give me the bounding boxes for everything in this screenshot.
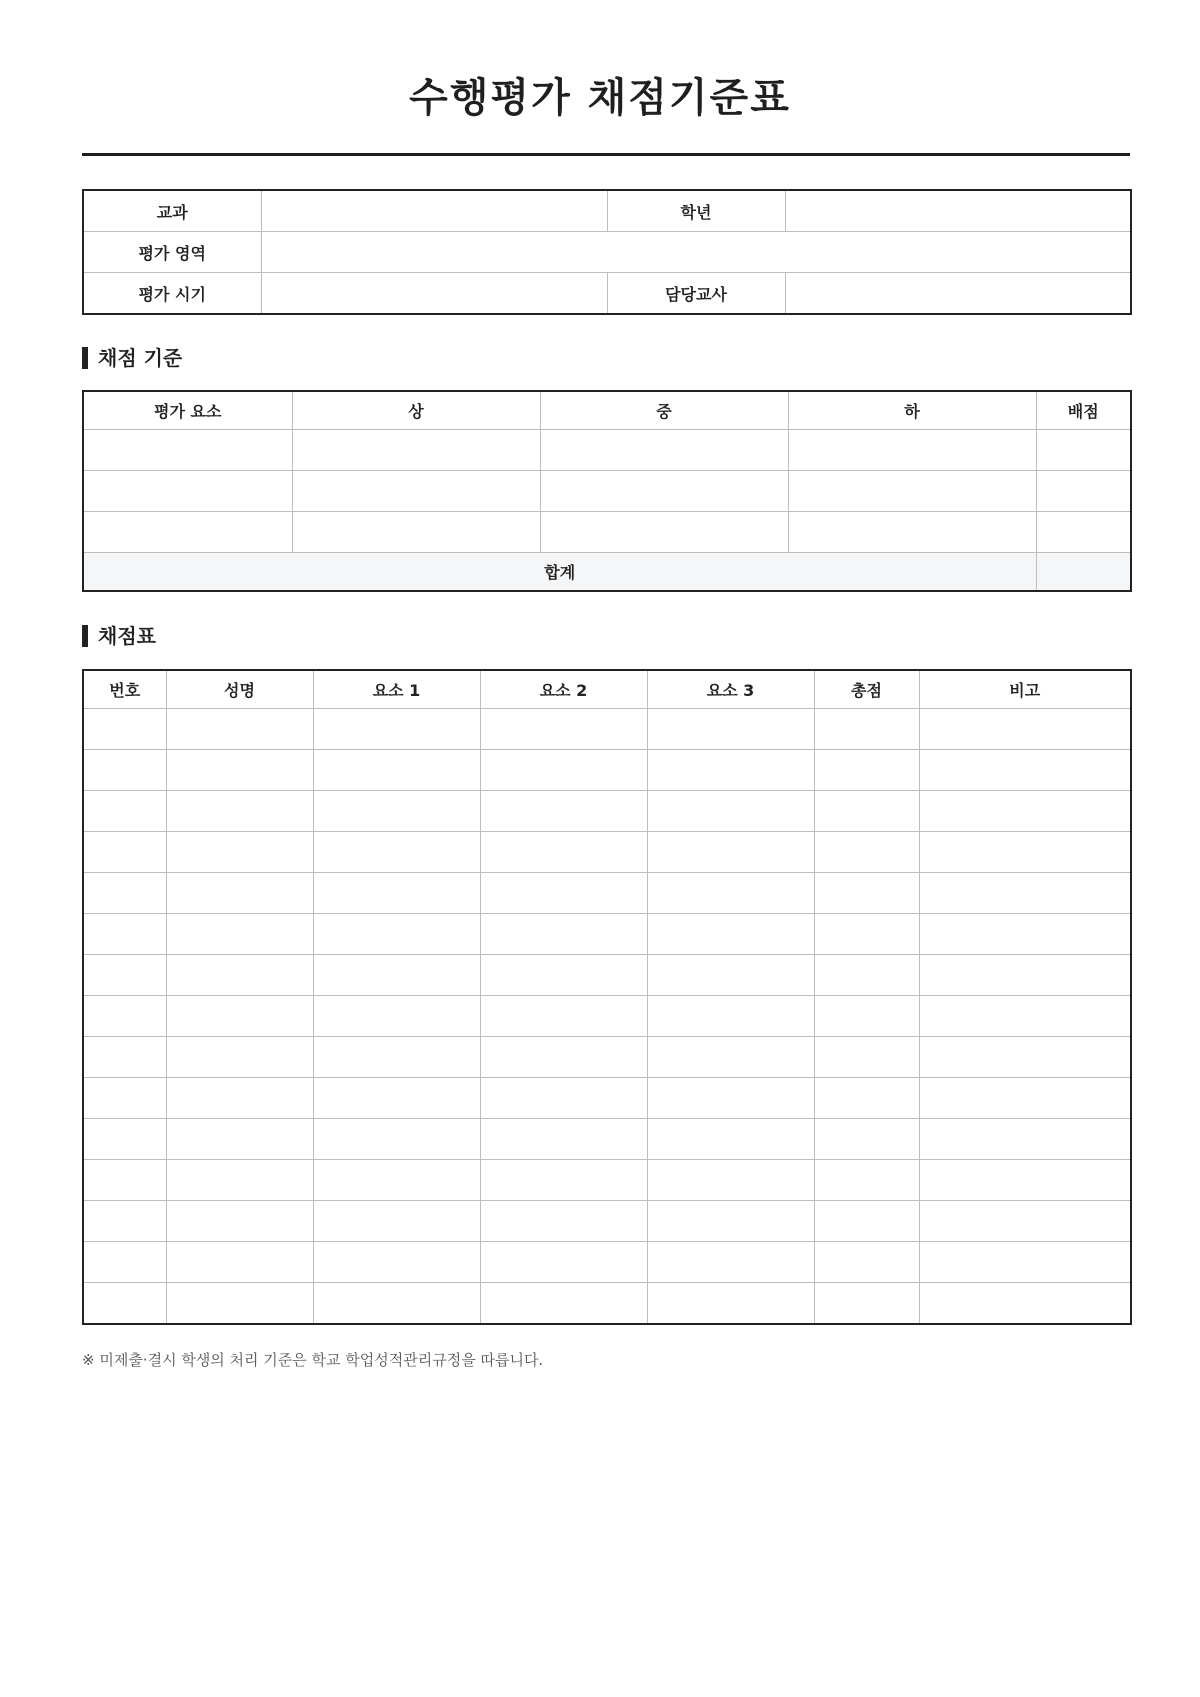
score-header-total: 총점 <box>814 670 919 709</box>
score-cell[interactable] <box>919 750 1131 791</box>
criteria-cell[interactable] <box>788 512 1036 553</box>
score-row <box>83 1078 1131 1119</box>
score-cell[interactable] <box>83 709 166 750</box>
score-cell[interactable] <box>814 955 919 996</box>
score-cell[interactable] <box>647 791 814 832</box>
score-row <box>83 1037 1131 1078</box>
score-row <box>83 1283 1131 1325</box>
score-header-remarks: 비고 <box>919 670 1131 709</box>
score-header-name: 성명 <box>166 670 313 709</box>
criteria-cell[interactable] <box>540 430 788 471</box>
score-cell[interactable] <box>313 914 480 955</box>
score-cell[interactable] <box>919 832 1131 873</box>
score-cell[interactable] <box>83 750 166 791</box>
score-cell[interactable] <box>647 832 814 873</box>
score-cell[interactable] <box>647 996 814 1037</box>
score-cell[interactable] <box>83 1242 166 1283</box>
score-row <box>83 832 1131 873</box>
score-cell[interactable] <box>480 1283 647 1325</box>
score-cell[interactable] <box>480 1201 647 1242</box>
score-cell[interactable] <box>83 1283 166 1325</box>
criteria-header-points: 배점 <box>1036 391 1131 430</box>
criteria-cell[interactable] <box>83 430 292 471</box>
criteria-header-element: 평가 요소 <box>83 391 292 430</box>
section-marker <box>82 347 88 369</box>
score-cell[interactable] <box>83 996 166 1037</box>
score-cell[interactable] <box>814 1283 919 1325</box>
score-cell[interactable] <box>814 1201 919 1242</box>
score-row <box>83 1119 1131 1160</box>
score-cell[interactable] <box>166 996 313 1037</box>
teacher-label: 담당교사 <box>607 273 785 315</box>
score-cell[interactable] <box>647 955 814 996</box>
score-cell[interactable] <box>83 791 166 832</box>
score-cell[interactable] <box>313 1160 480 1201</box>
score-cell[interactable] <box>166 873 313 914</box>
score-cell[interactable] <box>166 1283 313 1325</box>
score-cell[interactable] <box>814 750 919 791</box>
score-row <box>83 791 1131 832</box>
score-cell[interactable] <box>919 873 1131 914</box>
criteria-header-mid: 중 <box>540 391 788 430</box>
score-cell[interactable] <box>647 914 814 955</box>
criteria-cell[interactable] <box>83 512 292 553</box>
criteria-cell[interactable] <box>292 512 540 553</box>
score-row <box>83 873 1131 914</box>
score-cell[interactable] <box>919 1201 1131 1242</box>
score-cell[interactable] <box>83 1160 166 1201</box>
score-cell[interactable] <box>83 873 166 914</box>
grade-field[interactable] <box>785 190 1131 232</box>
score-heading-text: 채점표 <box>98 624 156 648</box>
period-label: 평가 시기 <box>83 273 261 315</box>
criteria-row <box>83 471 1131 512</box>
score-cell[interactable] <box>166 791 313 832</box>
score-cell[interactable] <box>814 1119 919 1160</box>
score-cell[interactable] <box>814 914 919 955</box>
score-cell[interactable] <box>313 955 480 996</box>
score-table <box>82 669 1132 1325</box>
criteria-cell[interactable] <box>540 471 788 512</box>
score-cell[interactable] <box>480 1160 647 1201</box>
score-cell[interactable] <box>647 1201 814 1242</box>
score-cell[interactable] <box>166 709 313 750</box>
score-cell[interactable] <box>647 1037 814 1078</box>
score-cell[interactable] <box>166 1160 313 1201</box>
score-cell[interactable] <box>814 1078 919 1119</box>
score-cell[interactable] <box>313 1283 480 1325</box>
score-cell[interactable] <box>166 750 313 791</box>
score-cell[interactable] <box>480 832 647 873</box>
score-cell[interactable] <box>166 1037 313 1078</box>
score-row <box>83 1201 1131 1242</box>
score-cell[interactable] <box>313 1037 480 1078</box>
score-row <box>83 914 1131 955</box>
score-cell[interactable] <box>313 873 480 914</box>
score-cell[interactable] <box>83 1201 166 1242</box>
score-row <box>83 1242 1131 1283</box>
score-section-heading <box>82 623 156 649</box>
criteria-cell[interactable] <box>292 430 540 471</box>
score-cell[interactable] <box>313 996 480 1037</box>
criteria-cell[interactable] <box>1036 471 1131 512</box>
score-cell[interactable] <box>480 914 647 955</box>
section-marker <box>82 625 88 647</box>
score-cell[interactable] <box>313 791 480 832</box>
score-cell[interactable] <box>647 873 814 914</box>
score-row <box>83 709 1131 750</box>
score-row <box>83 955 1131 996</box>
score-cell[interactable] <box>814 791 919 832</box>
score-header-element-3: 요소 3 <box>647 670 814 709</box>
score-cell[interactable] <box>166 1119 313 1160</box>
score-cell[interactable] <box>83 1119 166 1160</box>
criteria-cell[interactable] <box>1036 430 1131 471</box>
score-row <box>83 996 1131 1037</box>
area-label: 평가 영역 <box>83 232 261 273</box>
score-cell[interactable] <box>919 996 1131 1037</box>
score-cell[interactable] <box>313 1078 480 1119</box>
score-row <box>83 750 1131 791</box>
criteria-heading-text: 채점 기준 <box>98 346 183 370</box>
criteria-header-high: 상 <box>292 391 540 430</box>
score-cell[interactable] <box>83 1078 166 1119</box>
score-cell[interactable] <box>83 914 166 955</box>
subject-field[interactable] <box>261 190 607 232</box>
score-cell[interactable] <box>919 1242 1131 1283</box>
area-field[interactable] <box>261 232 1131 273</box>
criteria-section-heading <box>82 345 182 371</box>
score-cell[interactable] <box>647 1283 814 1325</box>
criteria-cell[interactable] <box>1036 512 1131 553</box>
info-table <box>82 189 1132 315</box>
score-cell[interactable] <box>166 955 313 996</box>
criteria-row <box>83 512 1131 553</box>
score-cell[interactable] <box>919 1283 1131 1325</box>
score-cell[interactable] <box>814 996 919 1037</box>
score-cell[interactable] <box>480 996 647 1037</box>
score-cell[interactable] <box>814 873 919 914</box>
score-cell[interactable] <box>166 1078 313 1119</box>
footnote: ※ 미제출·결시 학생의 처리 기준은 학교 학업성적관리규정을 따릅니다. <box>82 1351 544 1369</box>
score-cell[interactable] <box>919 1160 1131 1201</box>
score-header-element-2: 요소 2 <box>480 670 647 709</box>
score-cell[interactable] <box>919 955 1131 996</box>
score-cell[interactable] <box>647 1160 814 1201</box>
score-cell[interactable] <box>814 832 919 873</box>
score-cell[interactable] <box>480 955 647 996</box>
score-cell[interactable] <box>919 914 1131 955</box>
score-cell[interactable] <box>814 1037 919 1078</box>
score-cell[interactable] <box>313 709 480 750</box>
period-field[interactable] <box>261 273 607 315</box>
grade-label: 학년 <box>607 190 785 232</box>
score-cell[interactable] <box>480 873 647 914</box>
criteria-table <box>82 390 1132 592</box>
score-cell[interactable] <box>313 1119 480 1160</box>
score-cell[interactable] <box>480 1037 647 1078</box>
criteria-cell[interactable] <box>788 430 1036 471</box>
score-cell[interactable] <box>814 709 919 750</box>
score-cell[interactable] <box>83 832 166 873</box>
score-cell[interactable] <box>814 1242 919 1283</box>
score-cell[interactable] <box>166 1242 313 1283</box>
teacher-field[interactable] <box>785 273 1131 315</box>
score-cell[interactable] <box>919 709 1131 750</box>
criteria-row <box>83 430 1131 471</box>
score-cell[interactable] <box>313 1201 480 1242</box>
score-cell[interactable] <box>647 1242 814 1283</box>
score-cell[interactable] <box>313 1242 480 1283</box>
score-cell[interactable] <box>919 791 1131 832</box>
criteria-cell[interactable] <box>83 471 292 512</box>
score-cell[interactable] <box>83 1037 166 1078</box>
page-title: 수행평가 채점기준표 <box>409 75 791 121</box>
criteria-header-low: 하 <box>788 391 1036 430</box>
score-cell[interactable] <box>919 1037 1131 1078</box>
criteria-cell[interactable] <box>540 512 788 553</box>
score-cell[interactable] <box>814 1160 919 1201</box>
score-cell[interactable] <box>647 750 814 791</box>
score-row <box>83 1160 1131 1201</box>
score-cell[interactable] <box>480 750 647 791</box>
score-cell[interactable] <box>647 1119 814 1160</box>
criteria-total-field[interactable] <box>1036 553 1131 592</box>
score-cell[interactable] <box>480 1078 647 1119</box>
score-cell[interactable] <box>647 1078 814 1119</box>
score-cell[interactable] <box>313 832 480 873</box>
score-cell[interactable] <box>83 955 166 996</box>
score-cell[interactable] <box>480 1242 647 1283</box>
title-divider <box>82 153 1130 156</box>
criteria-total-label: 합계 <box>83 553 1036 592</box>
subject-label: 교과 <box>83 190 261 232</box>
score-cell[interactable] <box>166 1201 313 1242</box>
criteria-cell[interactable] <box>788 471 1036 512</box>
score-cell[interactable] <box>313 750 480 791</box>
score-header-element-1: 요소 1 <box>313 670 480 709</box>
score-cell[interactable] <box>166 914 313 955</box>
score-cell[interactable] <box>480 709 647 750</box>
score-cell[interactable] <box>919 1119 1131 1160</box>
score-header-number: 번호 <box>83 670 166 709</box>
score-cell[interactable] <box>480 791 647 832</box>
criteria-cell[interactable] <box>292 471 540 512</box>
score-cell[interactable] <box>166 832 313 873</box>
score-cell[interactable] <box>919 1078 1131 1119</box>
score-cell[interactable] <box>480 1119 647 1160</box>
score-cell[interactable] <box>647 709 814 750</box>
